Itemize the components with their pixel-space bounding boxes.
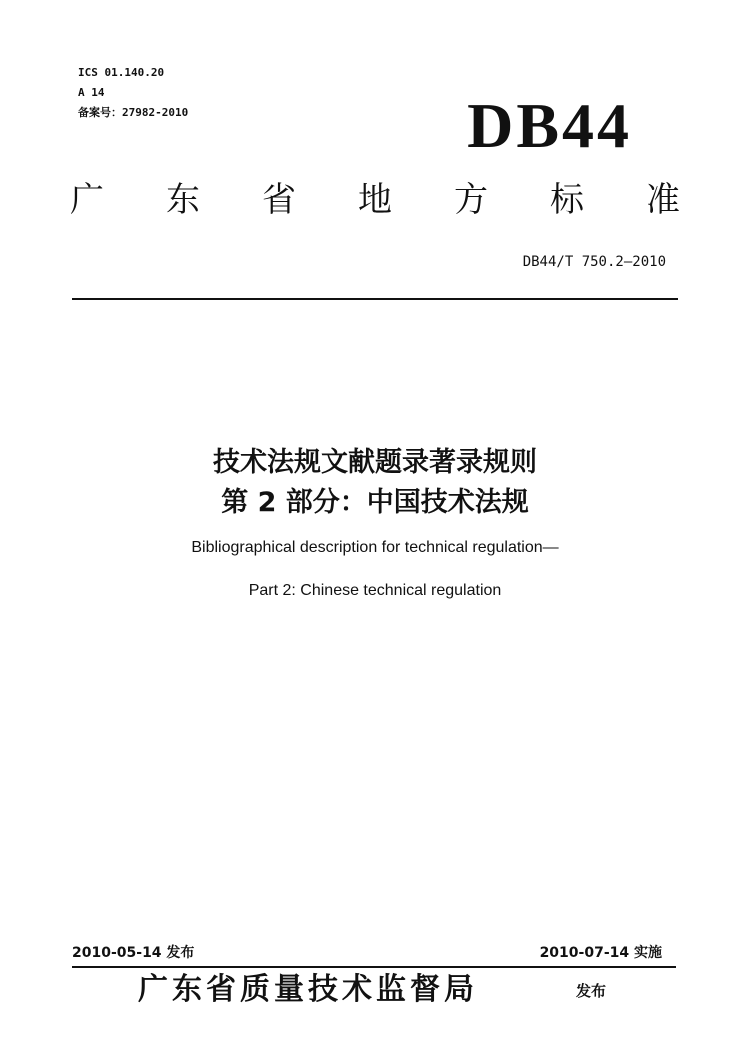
title-en-line1: Bibliographical description for technical regulation— <box>191 539 559 556</box>
header-divider <box>72 298 678 300</box>
standard-type-heading <box>70 180 680 220</box>
title-main-zh: 技术法规文献题录著录规则 <box>213 447 537 478</box>
issued-label: 发布 <box>576 982 607 1000</box>
title-en-line2: Part 2: Chinese technical regulation <box>248 582 502 599</box>
footer-divider <box>72 966 676 968</box>
standard-number: DB44/T 750.2—2010 <box>522 254 666 270</box>
ics-code: ICS 01.140.20 <box>78 66 165 79</box>
implementation-date: 2010-07-14 实施 <box>539 945 662 961</box>
standard-type-char: 省 <box>262 180 296 220</box>
standard-type-char: 准 <box>646 180 680 220</box>
issuing-authority: 广东省质量技术监督局 <box>138 972 478 1007</box>
issue-date: 2010-05-14 发布 <box>72 945 195 961</box>
filing-number: 备案号：27982-2010 <box>78 106 189 119</box>
title-part-zh: 第 2 部分：中国技术法规 <box>221 487 529 518</box>
standard-type-char: 东 <box>166 180 200 220</box>
standard-type-char: 地 <box>358 180 392 220</box>
standard-type-char: 方 <box>454 180 488 220</box>
standard-type-char: 标 <box>550 180 584 220</box>
standard-type-char: 广 <box>70 180 104 220</box>
db44-logo: DB44 <box>467 90 632 161</box>
classification-code: A 14 <box>78 86 105 99</box>
